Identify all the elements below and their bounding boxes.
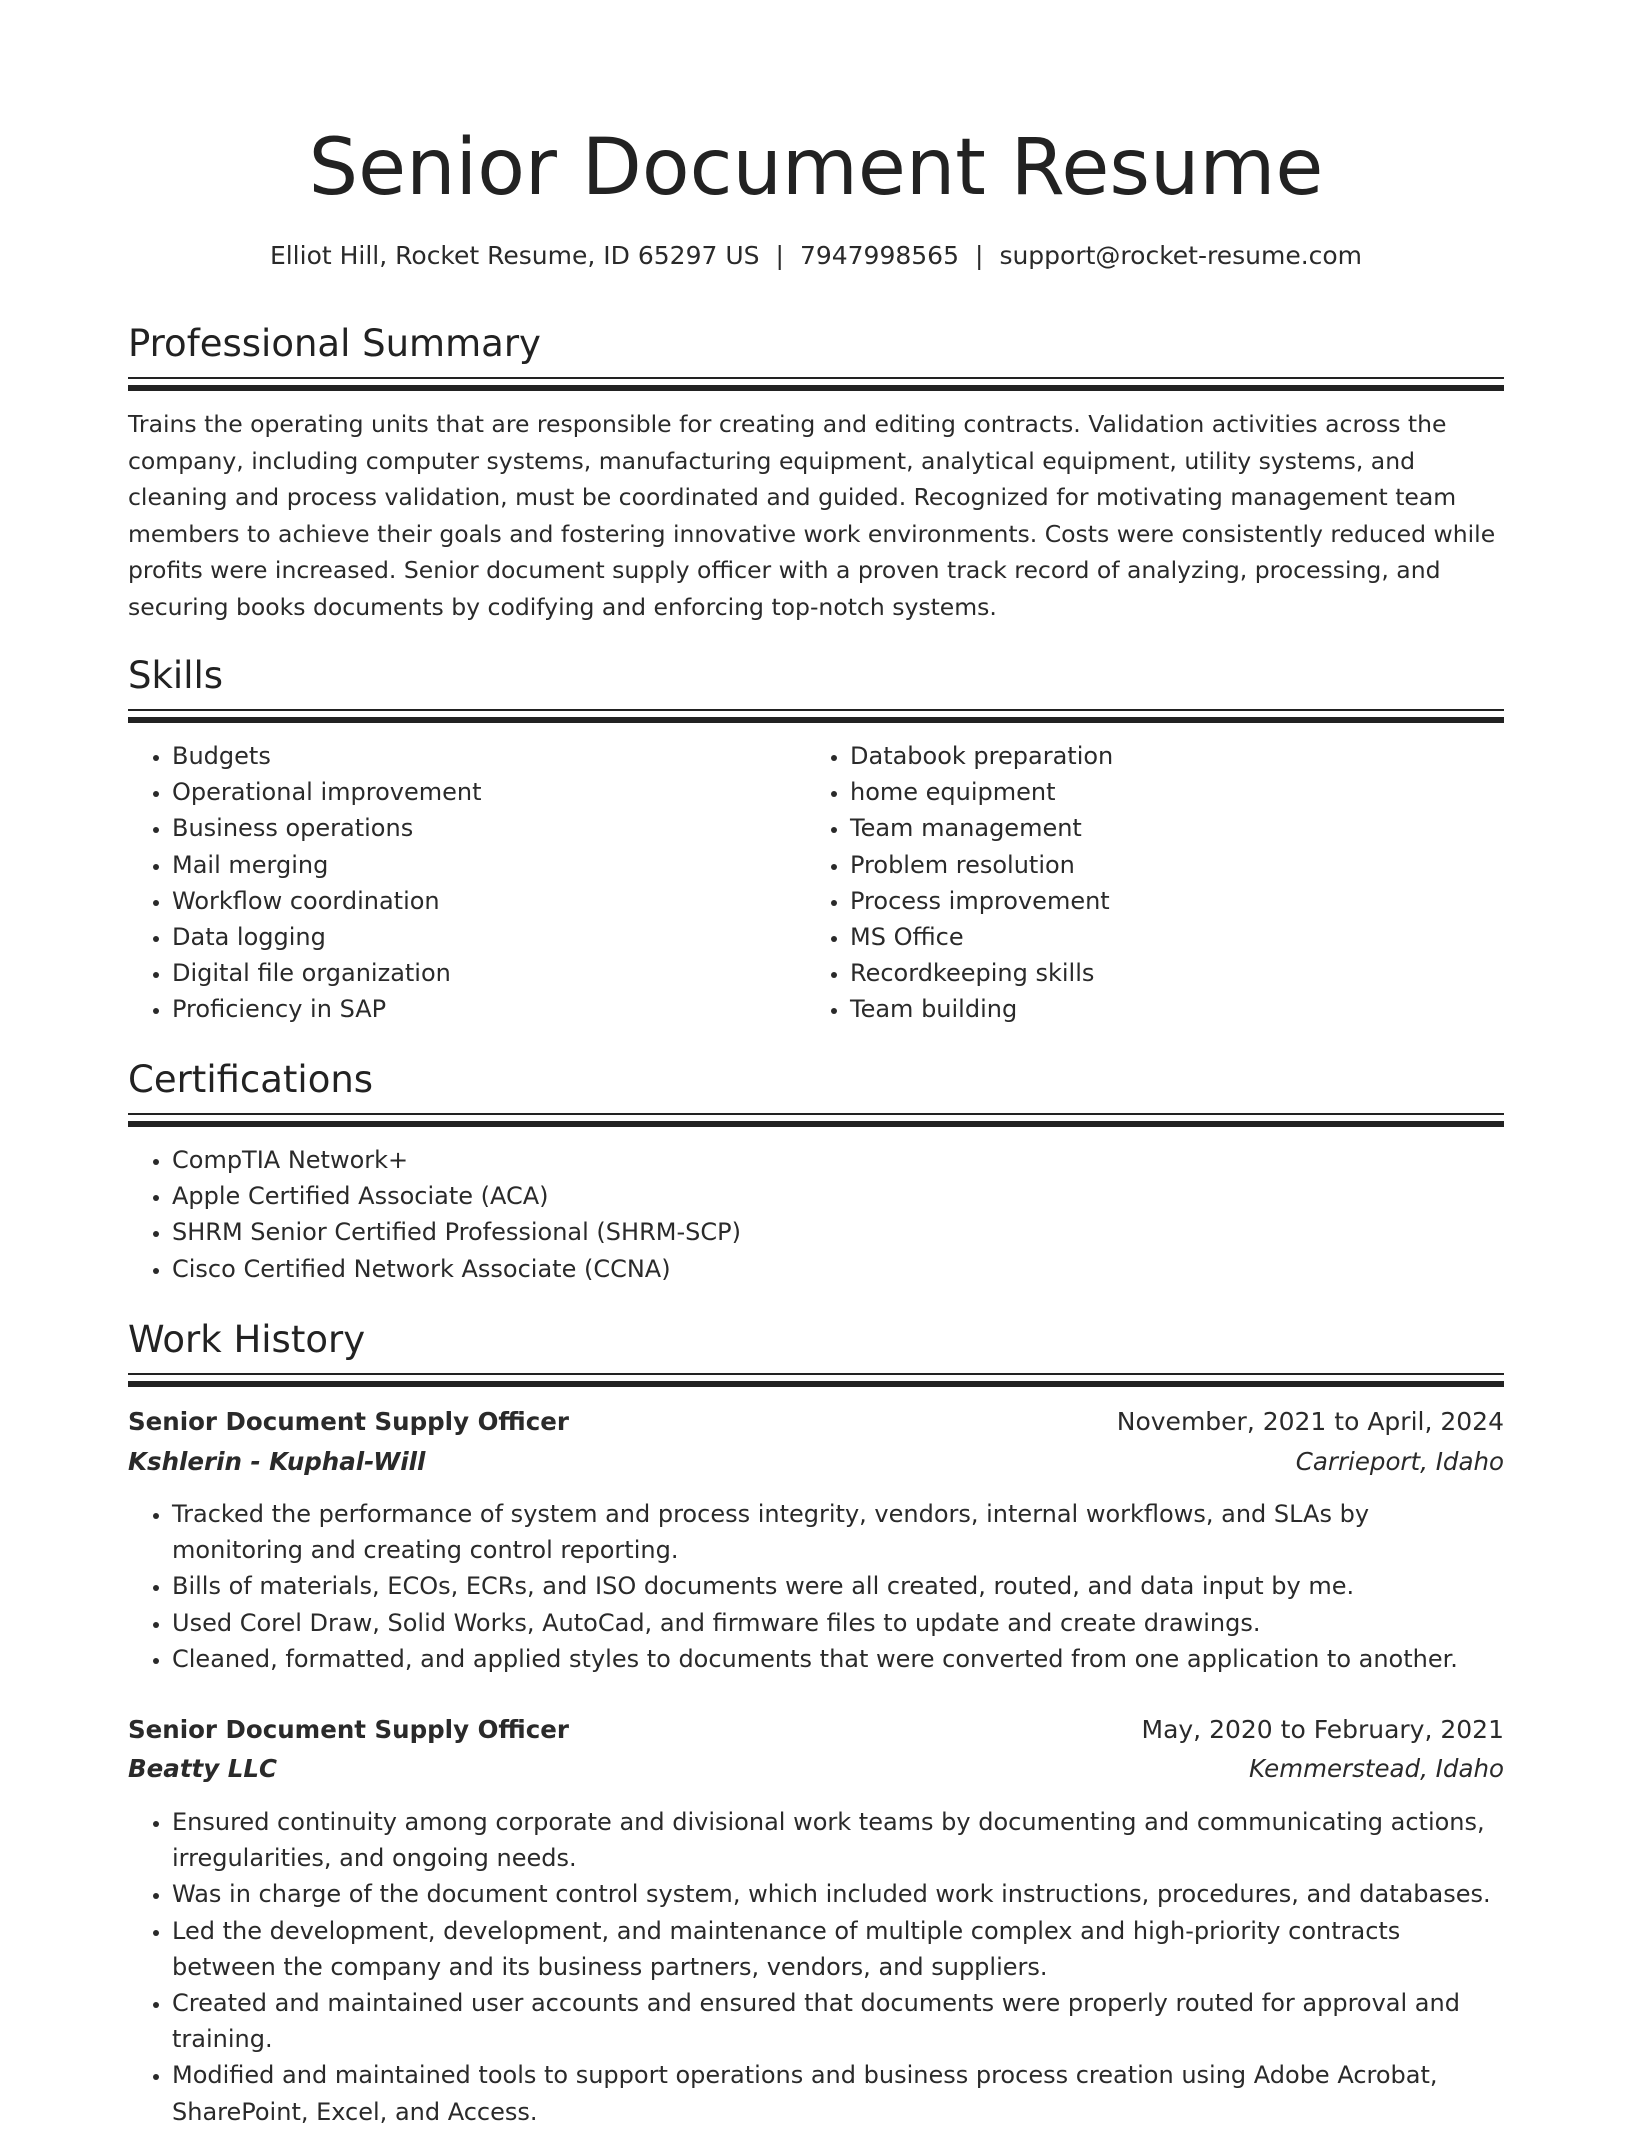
- job-dates: November, 2021 to April, 2024: [1116, 1407, 1504, 1436]
- contact-separator: |: [975, 241, 984, 270]
- skill-item: • Data logging: [172, 919, 792, 955]
- job-company: Beatty LLC: [128, 1754, 277, 1783]
- skill-item: • Databook preparation: [850, 738, 1490, 774]
- section-divider-thin: [128, 377, 1504, 379]
- skill-item: • Digital file organization: [172, 955, 792, 991]
- job-bullet: • Modified and maintained tools to support operations and business process creation using Adobe Acrobat, SharePoint, Excel, and Access.: [172, 2057, 1504, 2129]
- section-divider-thick: [128, 1121, 1504, 1127]
- skill-item: • MS Office: [850, 919, 1490, 955]
- certification-item: • Apple Certified Associate (ACA): [172, 1178, 1472, 1214]
- job-location: Carrieport, Idaho: [1295, 1447, 1504, 1476]
- section-divider-thick: [128, 385, 1504, 391]
- skill-item: • Problem resolution: [850, 847, 1490, 883]
- skill-item: • Operational improvement: [172, 774, 792, 810]
- section-divider-thin: [128, 1113, 1504, 1115]
- job-title: Senior Document Supply Officer: [128, 1715, 569, 1744]
- skills-heading: Skills: [128, 654, 224, 697]
- job-bullet: • Created and maintained user accounts and ensured that documents were properly routed for approval and training.: [172, 1985, 1504, 2057]
- job-title: Senior Document Supply Officer: [128, 1407, 569, 1436]
- section-divider-thick: [128, 1381, 1504, 1387]
- job-bullet: • Used Corel Draw, Solid Works, AutoCad, and firmware files to update and create drawings.: [172, 1605, 1504, 1641]
- resume-title: Senior Document Resume: [308, 123, 1324, 213]
- contact-phone: 7947998565: [799, 241, 959, 270]
- work-history-heading: Work History: [128, 1318, 366, 1361]
- skills-list-left: [128, 738, 792, 1028]
- summary-heading: Professional Summary: [128, 322, 541, 365]
- skill-item: • Recordkeeping skills: [850, 955, 1490, 991]
- contact-email: support@rocket-resume.com: [999, 241, 1363, 270]
- certification-item: • Cisco Certified Network Associate (CCNA): [172, 1251, 1472, 1287]
- section-divider-thin: [128, 709, 1504, 711]
- skills-section-header: [128, 651, 1504, 701]
- summary-section-header: [128, 319, 1504, 369]
- contact-separator: |: [775, 241, 784, 270]
- skill-item: • Budgets: [172, 738, 792, 774]
- skill-item: • Business operations: [172, 810, 792, 846]
- skill-item: • home equipment: [850, 774, 1490, 810]
- skill-item: • Proficiency in SAP: [172, 991, 792, 1027]
- job-bullet: • Bills of materials, ECOs, ECRs, and ISO documents were all created, routed, and data input by me.: [172, 1568, 1504, 1604]
- certification-item: • SHRM Senior Certified Professional (SHRM-SCP): [172, 1214, 1472, 1250]
- section-divider-thick: [128, 717, 1504, 723]
- job-bullet: • Tracked the performance of system and process integrity, vendors, internal workflows, and SLAs by monitoring and creating control reporting.: [172, 1496, 1504, 1568]
- contact-address: Elliot Hill, Rocket Resume, ID 65297 US: [269, 241, 760, 270]
- certification-item: • CompTIA Network+: [172, 1142, 1472, 1178]
- certifications-heading: Certifications: [128, 1058, 374, 1101]
- contact-line: [128, 236, 1504, 276]
- job-location: Kemmerstead, Idaho: [1248, 1754, 1504, 1783]
- job-bullet: • Was in charge of the document control system, which included work instructions, procedures, and databases.: [172, 1876, 1504, 1912]
- job-bullet: • Ensured continuity among corporate and divisional work teams by documenting and communicating actions, irregularities, and ongoing needs.: [172, 1804, 1504, 1876]
- job-company: Kshlerin - Kuphal-Will: [128, 1447, 426, 1476]
- skill-item: • Mail merging: [172, 847, 792, 883]
- job-bullet: • Cleaned, formatted, and applied styles to documents that were converted from one application to another.: [172, 1641, 1504, 1677]
- skill-item: • Workflow coordination: [172, 883, 792, 919]
- job-bullet: • Led the development, development, and maintenance of multiple complex and high-priority contracts between the company and its business partners, vendors, and suppliers.: [172, 1913, 1504, 1985]
- job-bullets: [128, 1804, 1504, 2130]
- job-bullets: [128, 1496, 1504, 1677]
- skills-list-right: [806, 738, 1490, 1028]
- certifications-section-header: [128, 1055, 1504, 1105]
- skill-item: • Process improvement: [850, 883, 1490, 919]
- certifications-list: [128, 1142, 1472, 1287]
- work-history-section-header: [128, 1315, 1504, 1365]
- skill-item: • Team building: [850, 991, 1490, 1027]
- skill-item: • Team management: [850, 810, 1490, 846]
- section-divider-thin: [128, 1373, 1504, 1375]
- summary-text: Trains the operating units that are responsible for creating and editing contracts. Validation activities across the company, including computer systems, manufacturing equipment, analytical equipment, utility systems, and cleaning and process validation, must be coordinated and guided. Recognized for motivating management team members to achieve their goals and fostering innovative work environments. Costs were consistently reduced while profits were increased. Senior document supply officer with a proven track record of analyzing, processing, and securing books documents by codifying and enforcing top-notch systems.: [128, 410, 1496, 621]
- job-dates: May, 2020 to February, 2021: [1141, 1715, 1504, 1744]
